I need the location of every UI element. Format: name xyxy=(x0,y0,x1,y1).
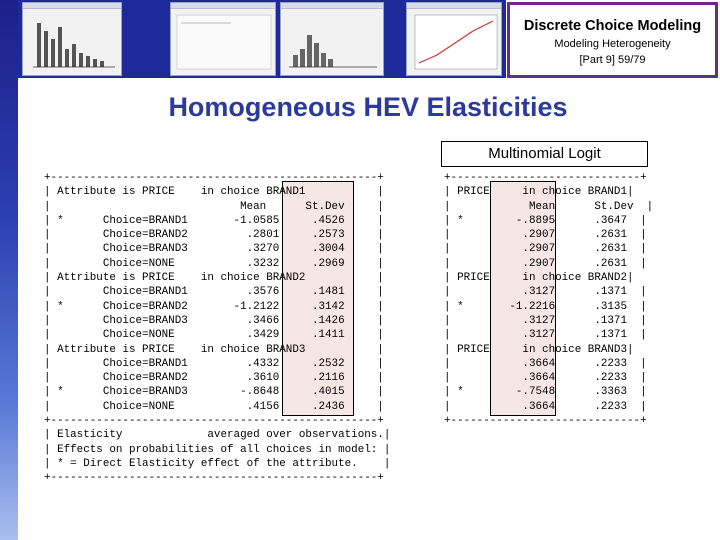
output-line: | Choice=BRAND3 .3270 .3004 | xyxy=(44,243,384,256)
left-elasticity-output xyxy=(44,171,390,486)
output-line: | .3127 .1371 | xyxy=(444,314,647,327)
output-line: | Elasticity averaged over observations.| xyxy=(44,429,391,442)
output-line: | Choice=NONE .3429 .1411 | xyxy=(44,329,384,342)
output-line: +--------------------------------------------------+ xyxy=(44,172,384,184)
output-line: | .3664 .2233 | xyxy=(444,400,647,413)
output-line: +-----------------------------+ xyxy=(444,172,647,184)
output-line: | * -.7548 .3363 | xyxy=(444,386,647,399)
output-line: | Choice=NONE .4156 .2436 | xyxy=(44,400,384,413)
output-line: | Choice=BRAND3 .3466 .1426 | xyxy=(44,314,384,327)
thumbnail-histogram xyxy=(280,2,384,76)
output-line: | * -.8895 .3647 | xyxy=(444,214,647,227)
output-line: | .2907 .2631 | xyxy=(444,229,647,242)
output-line: | Effects on probabilities of all choices in model: | xyxy=(44,443,391,456)
output-line: | .3127 .1371 | xyxy=(444,286,647,299)
output-line: | PRICE in choice BRAND1| xyxy=(444,186,634,199)
output-line: | * Choice=BRAND2 -1.2122 .3142 | xyxy=(44,300,384,313)
output-line: | * Choice=BRAND1 -1.0585 .4526 | xyxy=(44,214,384,227)
output-line: | .3664 .2233 | xyxy=(444,357,647,370)
output-line: | Choice=BRAND1 .3576 .1481 | xyxy=(44,286,384,299)
part-and-slide-number: [Part 9] 59/79 xyxy=(579,54,646,66)
thumbnail-line-plot xyxy=(406,2,502,76)
output-line: +--------------------------------------------------+ xyxy=(44,472,384,485)
output-line: | Mean St.Dev | xyxy=(44,200,384,213)
output-line: | * Choice=BRAND3 -.8648 .4015 | xyxy=(44,386,384,399)
output-line: | Choice=BRAND2 .2801 .2573 | xyxy=(44,229,384,242)
thumbnail-window xyxy=(170,2,276,76)
slide-title: Homogeneous HEV Elasticities xyxy=(168,92,568,122)
left-decorative-band xyxy=(0,0,18,540)
output-line: | PRICE in choice BRAND3| xyxy=(444,343,634,356)
course-title-box xyxy=(507,2,718,78)
output-line: | Attribute is PRICE in choice BRAND1 | xyxy=(44,186,384,199)
output-line: | * = Direct Elasticity effect of the attribute. | xyxy=(44,457,391,470)
output-line: | Attribute is PRICE in choice BRAND3 | xyxy=(44,343,384,356)
output-line: | Choice=NONE .3232 .2969 | xyxy=(44,257,384,270)
output-line: | .3664 .2233 | xyxy=(444,372,647,385)
output-line: | Mean St.Dev | xyxy=(444,200,654,213)
output-line: | .3127 .1371 | xyxy=(444,329,647,342)
output-line: | * -1.2216 .3135 | xyxy=(444,300,647,313)
course-subtitle: Modeling Heterogeneity xyxy=(554,38,671,50)
output-line: +-----------------------------+ xyxy=(444,415,647,428)
output-line: | .2907 .2631 | xyxy=(444,243,647,256)
output-line: | Choice=BRAND2 .3610 .2116 | xyxy=(44,372,384,385)
output-line: +--------------------------------------------------+ xyxy=(44,415,384,428)
right-elasticity-output xyxy=(444,171,653,428)
output-line: | Choice=BRAND1 .4332 .2532 | xyxy=(44,357,384,370)
thumbnail-bar-chart xyxy=(22,2,122,76)
output-line: | Attribute is PRICE in choice BRAND2 | xyxy=(44,272,384,285)
output-line: | PRICE in choice BRAND2| xyxy=(444,272,634,285)
course-title: Discrete Choice Modeling xyxy=(523,18,702,34)
header-thumbnail-strip xyxy=(18,0,506,78)
model-label: Multinomial Logit xyxy=(441,141,648,167)
output-line: | .2907 .2631 | xyxy=(444,257,647,270)
